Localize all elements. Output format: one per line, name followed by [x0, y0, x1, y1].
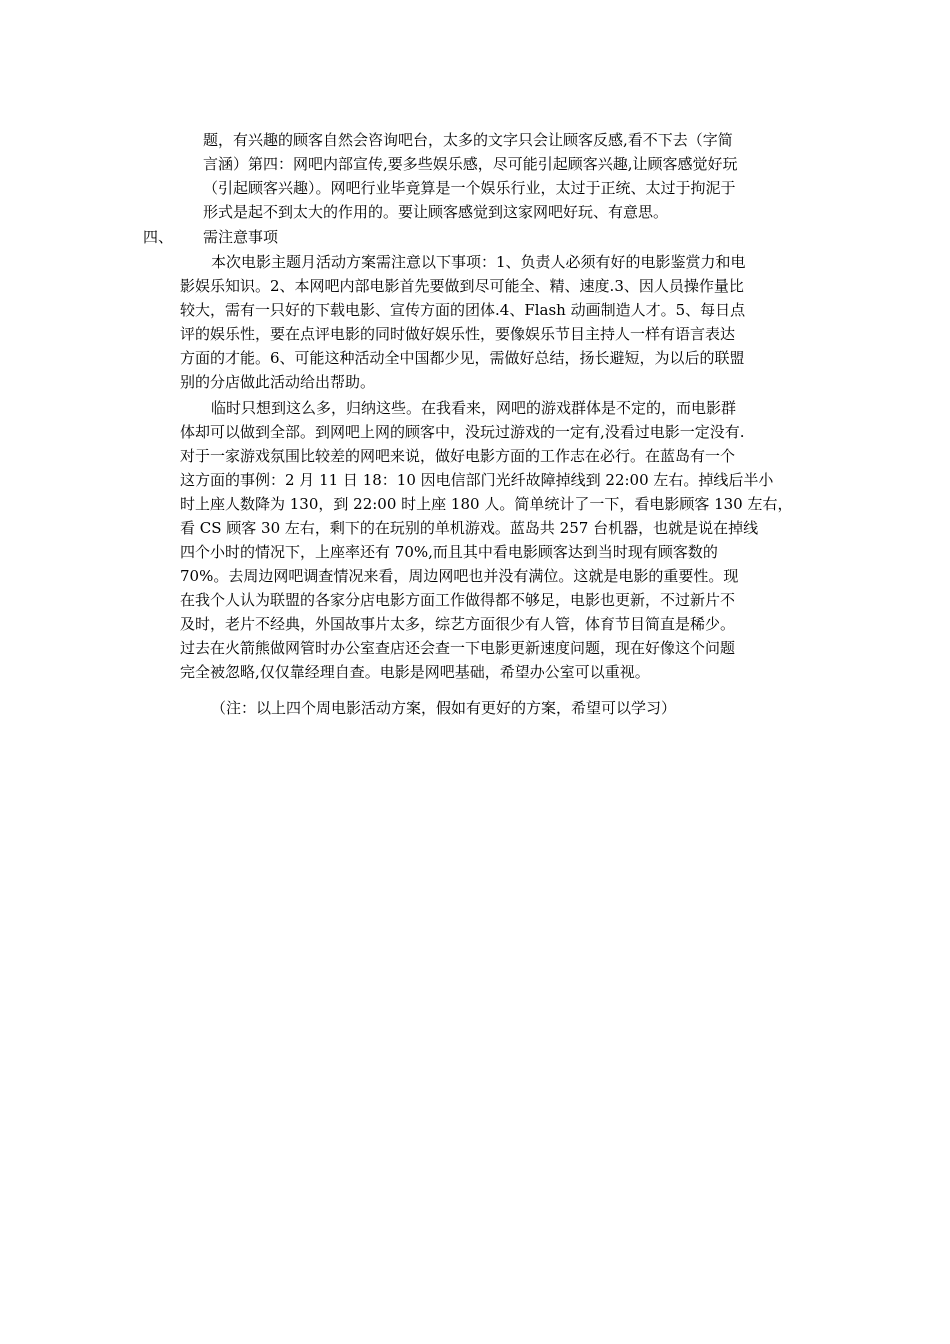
text-line: 在我个人认为联盟的各家分店电影方面工作做得都不够足，电影也更新，不过新片不 [180, 591, 736, 609]
text-line: 四个小时的情况下，上座率还有 70%,而且其中看电影顾客达到当时现有顾客数的 [180, 543, 718, 561]
text-line: 看 CS 顾客 30 左右，剩下的在玩别的单机游戏。蓝岛共 257 台机器，也就是说在掉线 [180, 519, 759, 537]
text-line: 完全被忽略,仅仅靠经理自查。电影是网吧基础，希望办公室可以重视。 [180, 663, 650, 681]
text-line: 方面的才能。6、可能这种活动全中国都少见，需做好总结，扬长避短，为以后的联盟 [180, 349, 745, 367]
text-line: 临时只想到这么多，归纳这些。在我看来，网吧的游戏群体是不定的，而电影群 [211, 399, 737, 417]
text-line: 形式是起不到太大的作用的。要让顾客感觉到这家网吧好玩、有意思。 [203, 203, 669, 221]
text-line: 70%。去周边网吧调查情况来看，周边网吧也并没有满位。这就是电影的重要性。现 [180, 567, 739, 585]
section-title: 需注意事项 [203, 228, 279, 246]
text-line: 过去在火箭熊做网管时办公室查店还会查一下电影更新速度问题，现在好像这个问题 [180, 639, 736, 657]
text-line: 较大，需有一只好的下载电影、宣传方面的团体.4、Flash 动画制造人才。5、每日点 [180, 301, 746, 319]
text-line: 题，有兴趣的顾客自然会咨询吧台，太多的文字只会让顾客反感,看不下去（字简 [203, 131, 733, 149]
text-line: 时上座人数降为 130，到 22:00 时上座 180 人。简单统计了一下，看电影顾客 130 左右， [180, 495, 793, 513]
text-line: 影娱乐知识。2、本网吧内部电影首先要做到尽可能全、精、速度.3、因人员操作量比 [180, 277, 744, 295]
closing-note: （注：以上四个周电影活动方案，假如有更好的方案，希望可以学习） [211, 699, 677, 717]
text-line: 别的分店做此活动给出帮助。 [180, 373, 376, 391]
text-line: 评的娱乐性，要在点评电影的同时做好娱乐性，要像娱乐节目主持人一样有语言表达 [180, 325, 736, 343]
text-line: 对于一家游戏氛围比较差的网吧来说，做好电影方面的工作志在必行。在蓝岛有一个 [180, 447, 736, 465]
text-line: 及时，老片不经典，外国故事片太多，综艺方面很少有人管，体育节目简直是稀少。 [180, 615, 736, 633]
section-number: 四、 [143, 228, 174, 246]
text-line: 言涵）第四：网吧内部宣传,要多些娱乐感，尽可能引起顾客兴趣,让顾客感觉好玩 [203, 155, 738, 173]
text-line: 体却可以做到全部。到网吧上网的顾客中，没玩过游戏的一定有,没看过电影一定没有. [180, 423, 745, 441]
text-line: 这方面的事例：2 月 11 日 18：10 因电信部门光纤故障掉线到 22:00 左右。掉线后半小 [180, 471, 774, 489]
text-line: （引起顾客兴趣）。网吧行业毕竟算是一个娱乐行业，太过于正统、太过于拘泥于 [203, 179, 736, 197]
text-line: 本次电影主题月活动方案需注意以下事项：1、负责人必须有好的电影鉴赏力和电 [211, 253, 746, 271]
